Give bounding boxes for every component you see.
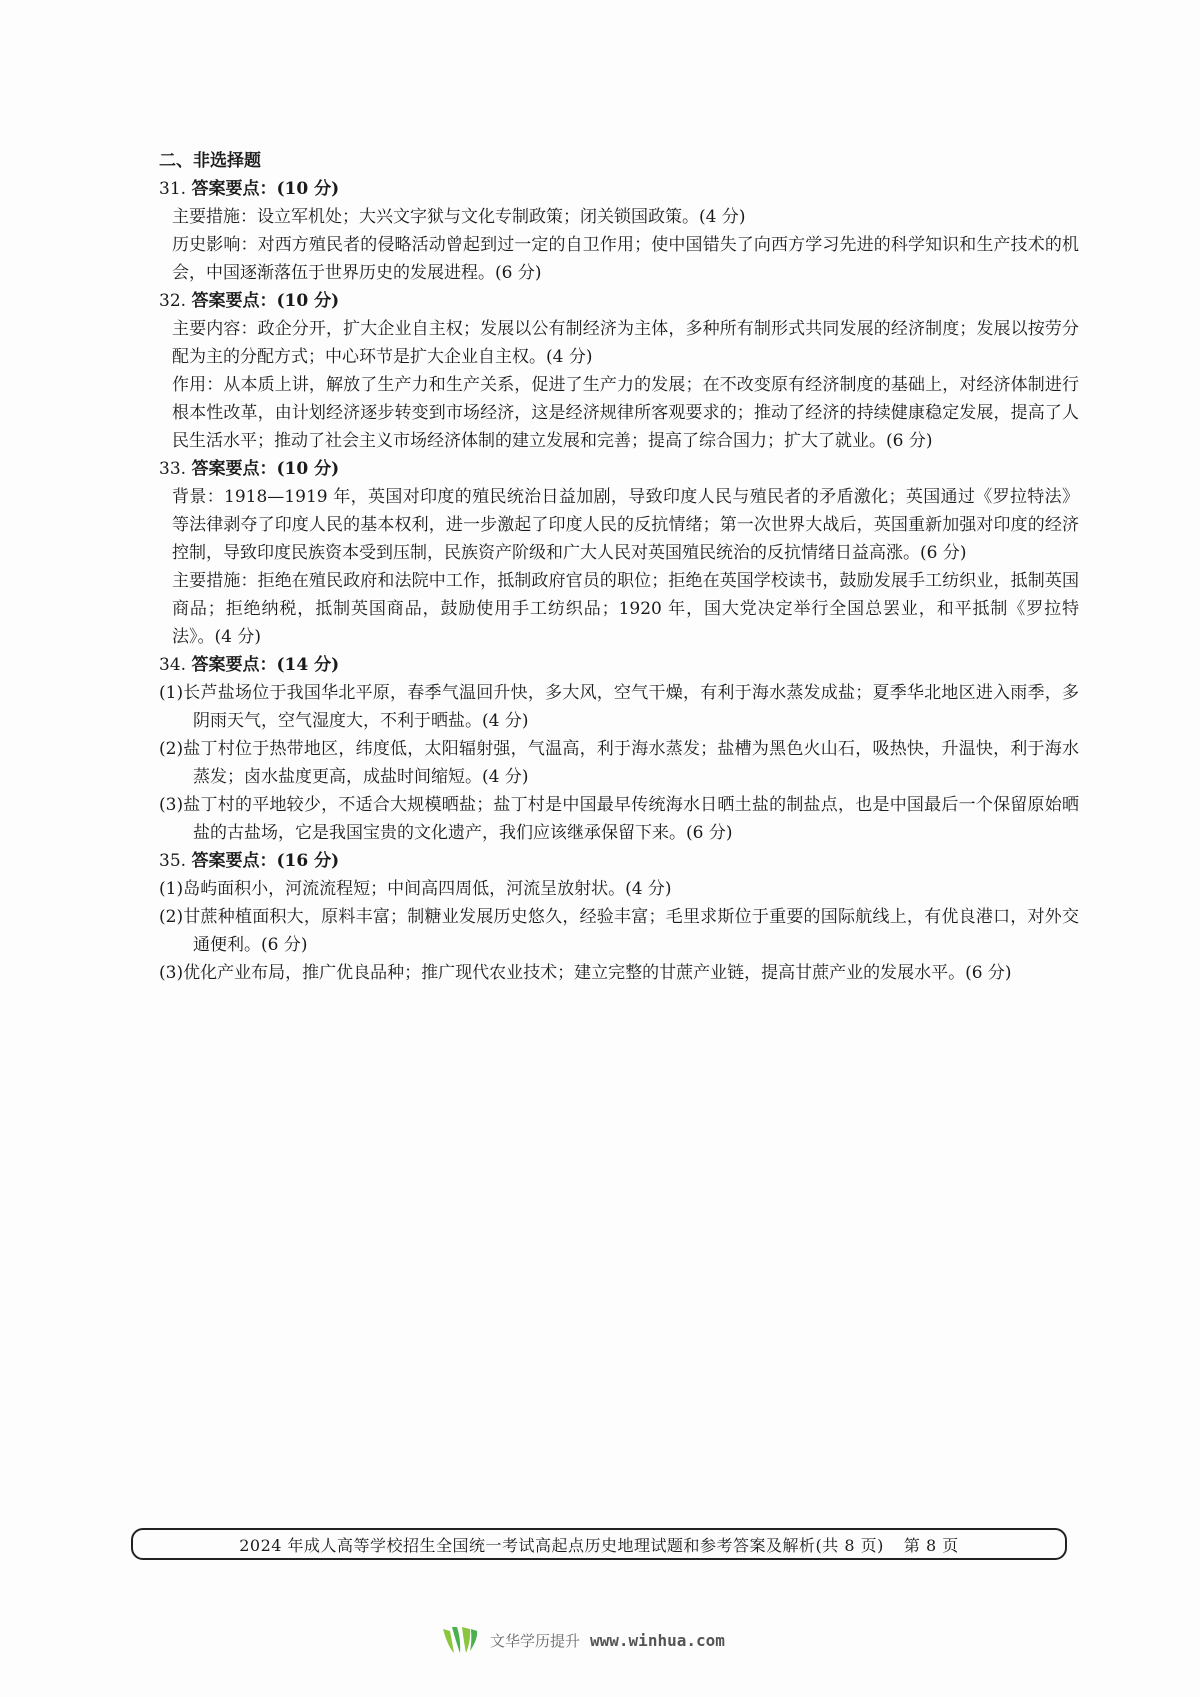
question-32 xyxy=(159,287,1079,455)
answer-paragraph: 主要措施：设立军机处；大兴文字狱与文化专制政策；闭关锁国政策。(4 分) xyxy=(172,207,746,227)
w-leaf-logo-icon xyxy=(440,1623,480,1657)
question-title: 31. 答案要点：(10 分) xyxy=(159,179,340,199)
answer-item: (1)岛屿面积小，河流流程短；中间高四周低，河流呈放射状。(4 分) xyxy=(159,879,672,899)
footer-page-number: 第 8 页 xyxy=(903,1535,959,1555)
question-34 xyxy=(159,651,1079,847)
question-33 xyxy=(159,455,1079,651)
watermark-site: www.winhua.com xyxy=(590,1630,725,1650)
answer-paragraph: 作用：从本质上讲，解放了生产力和生产关系，促进了生产力的发展；在不改变原有经济制度的基础上，对经济体制进行根本性改革，由计划经济逐步转变到市场经济，这是经济规律所客观要求的；推动了经济的持续健康稳定发展，提高了人民生活水平；推动了社会主义市场经济体制的建立发展和完善；提高了综合国力；扩大了就业。(6 分) xyxy=(172,375,1079,451)
footer-title: 2024 年成人高等学校招生全国统一考试高起点历史地理试题和参考答案及解析(共 8 页) xyxy=(239,1535,884,1555)
section-heading: 二、非选择题 xyxy=(159,151,261,171)
question-35 xyxy=(159,847,1079,987)
question-title: 32. 答案要点：(10 分) xyxy=(159,291,340,311)
answer-paragraph: 背景：1918—1919 年，英国对印度的殖民统治日益加剧，导致印度人民与殖民者的矛盾激化；英国通过《罗拉特法》等法律剥夺了印度人民的基本权利，进一步激起了印度人民的反抗情绪；第一次世界大战后，英国重新加强对印度的经济控制，导致印度民族资本受到压制，民族资产阶级和广大人民对英国殖民统治的反抗情绪日益高涨。(6 分) xyxy=(172,487,1079,563)
question-title: 33. 答案要点：(10 分) xyxy=(159,459,340,479)
answer-item: (2)盐丁村位于热带地区，纬度低，太阳辐射强，气温高，利于海水蒸发；盐槽为黑色火山石，吸热快，升温快，利于海水蒸发；卤水盐度更高，成盐时间缩短。(4 分) xyxy=(159,739,1079,787)
question-title: 34. 答案要点：(14 分) xyxy=(159,655,340,675)
question-31 xyxy=(159,175,1079,287)
answer-item: (3)优化产业布局，推广优良品种；推广现代农业技术；建立完整的甘蔗产业链，提高甘蔗产业的发展水平。(6 分) xyxy=(159,963,1012,983)
answer-paragraph: 历史影响：对西方殖民者的侵略活动曾起到过一定的自卫作用；使中国错失了向西方学习先进的科学知识和生产技术的机会，中国逐渐落伍于世界历史的发展进程。(6 分) xyxy=(172,235,1079,283)
answer-paragraph: 主要内容：政企分开，扩大企业自主权；发展以公有制经济为主体，多种所有制形式共同发展的经济制度；发展以按劳分配为主的分配方式；中心环节是扩大企业自主权。(4 分) xyxy=(172,319,1079,367)
answer-item: (3)盐丁村的平地较少，不适合大规模晒盐；盐丁村是中国最早传统海水日晒土盐的制盐点，也是中国最后一个保留原始晒盐的古盐场，它是我国宝贵的文化遗产，我们应该继承保留下来。(6 分) xyxy=(159,795,1079,843)
page-footer xyxy=(131,1528,1067,1560)
watermark xyxy=(440,1620,725,1660)
answer-item: (2)甘蔗种植面积大，原料丰富；制糖业发展历史悠久，经验丰富；毛里求斯位于重要的国际航线上，有优良港口，对外交通便利。(6 分) xyxy=(159,907,1079,955)
answer-content xyxy=(159,147,1079,987)
answer-paragraph: 主要措施：拒绝在殖民政府和法院中工作，抵制政府官员的职位；拒绝在英国学校读书，鼓励发展手工纺织业，抵制英国商品；拒绝纳税，抵制英国商品，鼓励使用手工纺织品；1920 年，国大党决定举行全国总罢业，和平抵制《罗拉特法》。(4 分) xyxy=(172,571,1079,647)
question-title: 35. 答案要点：(16 分) xyxy=(159,851,340,871)
watermark-brand: 文华学历提升 xyxy=(490,1631,581,1650)
answer-item: (1)长芦盐场位于我国华北平原，春季气温回升快，多大风，空气干燥，有利于海水蒸发成盐；夏季华北地区进入雨季，多阴雨天气，空气湿度大，不利于晒盐。(4 分) xyxy=(159,683,1079,731)
